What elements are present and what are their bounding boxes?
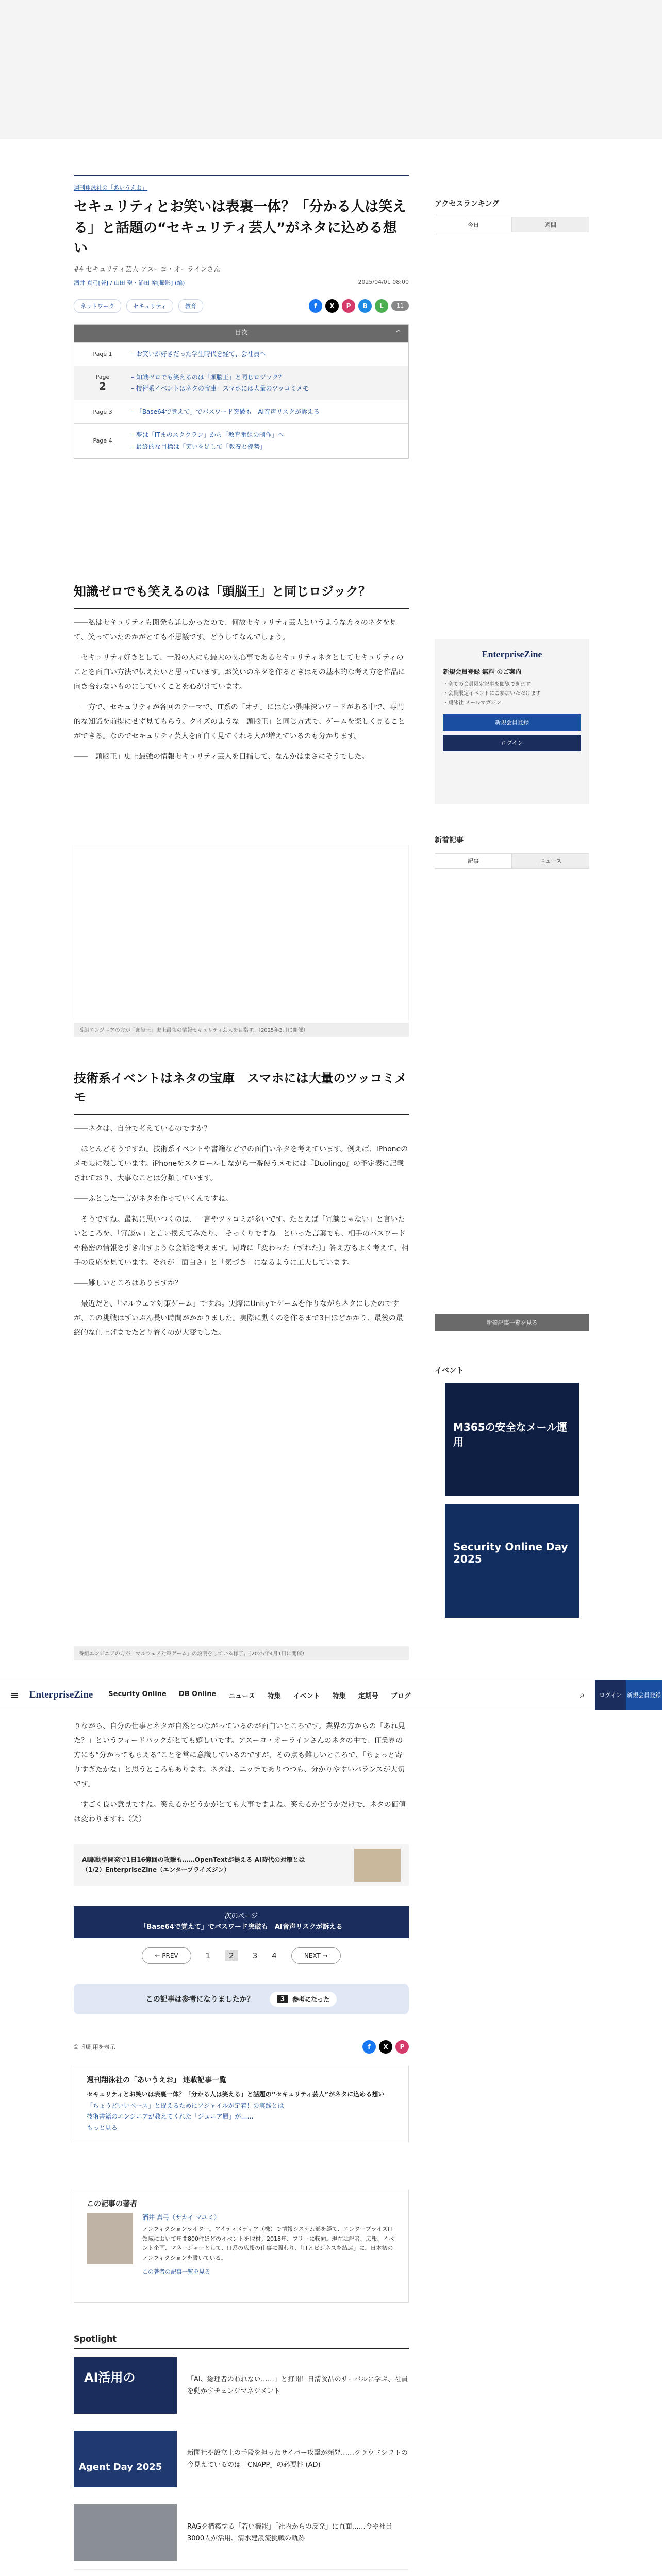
more-link[interactable]: もっと見る <box>87 2124 118 2131</box>
register-button[interactable]: 新規会員登録 <box>626 1680 662 1710</box>
paragraph: ――私はセキュリティも開発も詳しかったので、何故セキュリティ芸人というような方々のネタを見て、笑っていたのかがとても不思議です。どうしてなんでしょう。 <box>74 619 397 642</box>
ad-banner[interactable]: AI駆動型開発で1日16億回の攻撃も……OpenTextが提える AI時代の対策とは（1/2）EnterpriseZine（エンタープライズジン） <box>74 1844 409 1886</box>
author-line[interactable]: 酒井 真弓[著] / 山田 聖・浦田 裕[撮影] (編) <box>74 279 185 286</box>
related-series: 週刊翔泳社の「あいうえお」 連載記事一覧 セキュリティとお笑いは表裏一体？「分かる人は笑える」と話題の“セキュリティ芸人”がネタに込める想い 「ちょうどいいペース」と捉えるためにアジャイルが定着！の実践とは 技術書籍のエンジニアが教えてくれた「ジュニア層」が…… もっと見る <box>74 2066 409 2142</box>
article-header <box>74 175 409 459</box>
paragraph: すごく良い意見ですね。笑えるかどうかがとても大事ですよね。笑えるかどうかだけで、ネタの価値は変わりますね（笑） <box>74 1801 406 1823</box>
facebook-share-icon[interactable]: f <box>362 2040 376 2054</box>
sidebar-member-box: EnterpriseZine 新規会員登録 無料 のご案内 ・全ての会員限定記事を閲覧できます ・会員限定イベントにご参加いただけます ・翔泳社 メールマガジン 新規会員登録 ログイン <box>435 639 589 804</box>
paragraph: ――ネタは、自分で考えているのですか？ <box>74 1125 211 1133</box>
sidebar-event: イベント M365の安全なメール運用 Security Online Day 2025 <box>435 1365 589 1618</box>
spotlight-item[interactable]: AI活用の 「AI、総理者のわれない……」と打開！日清食品のサーバルに学ぶ、社員を動かすチェンジマネジメント <box>74 2349 409 2422</box>
line-share-icon[interactable]: L <box>375 299 388 313</box>
top-band <box>0 0 662 139</box>
author-name[interactable]: 酒井 真弓（サカイ マユミ） <box>142 2214 221 2221</box>
spotlight: Spotlight AI活用の 「AI、総理者のわれない……」と打開！日清食品のサーバルに学ぶ、社員を動かすチェンジマネジメント Agent Day 2025 新聞社や設立上の手段を担ったサイバー攻撃が頻発……クラウドシフトの今見えているのは「CNAPP」の必要性 (AD) RAGを構築する「若い機能」「社内からの反発」に直面……今や社員3000人が活用、清水建設流挑戦の軌跡 <box>74 2334 409 2570</box>
page-link[interactable]: 1 <box>205 1951 211 1960</box>
sidebar-ranking: アクセスランキング 今日 週間 <box>435 198 589 232</box>
print-row <box>74 2040 409 2054</box>
x-share-icon[interactable]: X <box>379 2040 392 2054</box>
tab-articles[interactable]: 記事 <box>435 853 512 869</box>
toc-row-page4[interactable]: Page 4 – 夢は「ITまのスククラン」から「教育番組の制作」へ – 最終的な目標は「笑いを足して「教養と優勢」 <box>74 423 408 458</box>
page-link[interactable]: 3 <box>252 1951 258 1960</box>
toc-row-page1[interactable]: Page 1 – お笑いが好きだった学生時代を経て、会社員へ <box>74 342 408 366</box>
toc-header[interactable]: 目次 ^ <box>74 325 408 342</box>
photo <box>74 845 409 1020</box>
article-photo-1 <box>74 845 409 1020</box>
menu-icon[interactable]: ≡ <box>10 1689 19 1701</box>
paragraph: ――ふとした一言がネタを作っていくんですね。 <box>74 1195 233 1204</box>
nav-security-online[interactable]: Security Online <box>108 1690 167 1698</box>
table-of-contents <box>74 324 409 459</box>
photo-caption: 番組エンジニアの方が「マルウェア対策ゲーム」の説明をしている様子。（2025年4月1日に開催） <box>74 1646 409 1660</box>
search-icon[interactable]: ⌕ <box>579 1689 585 1701</box>
nav-event[interactable]: イベント <box>293 1692 320 1700</box>
tag-security[interactable]: セキュリティ <box>126 299 173 313</box>
next-button[interactable]: NEXT → <box>291 1947 341 1964</box>
next-page-button[interactable]: 次のページ 「Base64で覚えて」でパスワード突破も AI音声リスクが訴える <box>74 1906 409 1938</box>
paragraph: ――「頭脳王」史上最強の情報セキュリティ芸人を目指して、なんかはまさにそうでした。 <box>74 753 369 761</box>
photo-caption: 番組エンジニアの方が「頭脳王」史上最強の情報セキュリティ芸人を目指す。（2025年3月に開催） <box>74 1023 409 1037</box>
nav-periodic[interactable]: 定期号 <box>358 1692 378 1700</box>
pocket-share-icon[interactable]: P <box>395 2040 409 2054</box>
print-icon[interactable]: ⎙ <box>74 2043 78 2050</box>
paragraph: そうですね。最初に思いつくのは、一言やツッコミが多いです。たとえば「冗談じゃない」と言いたいところを、「冗談ｗ」と言い換えてみたり、「そっくりですね」といった言葉でも、相手のパスワードや秘密の情報を引き出すような会話を考えます。同時に「変わった（ずれた）」答え方もよく考えて、相手の反応を見ています。それが「面白さ」と「気づき」になるように工夫しています。 <box>74 1215 409 1267</box>
nav-db-online[interactable]: DB Online <box>178 1690 217 1698</box>
ad-image <box>354 1849 401 1882</box>
publish-date: 2025/04/01 08:00 <box>358 278 409 285</box>
nav-feature[interactable]: 特集 <box>267 1692 281 1700</box>
event-banner[interactable]: Security Online Day 2025 <box>445 1504 579 1618</box>
tag-education[interactable]: 教育 <box>178 299 203 313</box>
sidebar-new: 新着記事 記事 ニュース <box>435 835 589 869</box>
sidebar-login-button[interactable]: ログイン <box>443 735 581 751</box>
spotlight-item[interactable]: Agent Day 2025 新聞社や設立上の手段を担ったサイバー攻撃が頻発……クラウドシフトの今見えているのは「CNAPP」の必要性 (AD) <box>74 2422 409 2496</box>
x-share-icon[interactable]: X <box>325 299 339 313</box>
toc-row-page3[interactable]: Page 3 – 「Base64で覚えて」でパスワード突破も AI音声リスクが訴える <box>74 400 408 423</box>
article-subtitle: #4 セキュリティ芸人 アスーヨ・オーラインさん <box>74 265 221 274</box>
list-item[interactable]: 技術書籍のエンジニアが教えてくれた「ジュニア層」が…… <box>87 2113 254 2121</box>
page-link[interactable]: 4 <box>272 1951 277 1960</box>
login-button[interactable]: ログイン <box>595 1680 626 1710</box>
list-item[interactable]: セキュリティとお笑いは表裏一体？「分かる人は笑える」と話題の“セキュリティ芸人”がネタに込める想い <box>87 2091 385 2098</box>
pocket-share-icon[interactable]: P <box>342 299 355 313</box>
paragraph: 最近だと、「マルウェア対策ゲーム」ですね。実際にUnityでゲームを作りながらネタにしたのですが、この挑戦はずいぶん長い時間がかかりました。実際に動くのを作るまで3日ほどかかり、最後の最終的な仕上げまでたどり着くのが大変でした。 <box>74 1300 403 1337</box>
nav-blog[interactable]: ブログ <box>390 1692 411 1700</box>
print-link[interactable]: 印刷用を表示 <box>81 2044 115 2050</box>
section-heading: 知識ゼロでも笑えるのは「頭脳王」と同じロジック？ <box>74 582 409 609</box>
pagination <box>74 1947 409 1964</box>
feedback-box: この記事は参考になりましたか？ 3 参考になった <box>74 1984 409 2014</box>
page-title: セキュリティとお笑いは表裏一体？「分かる人は笑える」と話題の“セキュリティ芸人”がネタに込める想い <box>74 199 407 257</box>
section-heading: 技術系イベントはネタの宝庫 スマホには大量のツッコミメモ <box>74 1069 409 1115</box>
sidebar-register-button[interactable]: 新規会員登録 <box>443 714 581 731</box>
event-banner[interactable]: M365の安全なメール運用 <box>445 1383 579 1496</box>
paragraph: ほとんどそうですね。技術系イベントや書籍などでの面白いネタを考えています。例えば、iPhoneのメモ帳に残しています。iPhoneをスクロールしながら一番使うメモには『Duolingo』の予定表に記載されており、大事なことは分類しています。 <box>74 1145 408 1183</box>
tab-news[interactable]: ニュース <box>512 853 589 869</box>
sidebar-more-button[interactable]: 新着記事一覧を見る <box>435 1314 589 1331</box>
paragraph: 一方で、セキュリティが各回のテーマで、IT系の「オチ」にはない興味深いワードがある中で、専門的な知識を前提にせず見てもらう。クイズのような「頭脳王」と同じ方式で、ゲームを楽しく見ることができる。なのでセキュリティ芸人を面白く見てくれる人が増えているのも分かります。 <box>74 703 405 741</box>
author-bio: ノンフィクションライター。アイティメディア（株）で情報システム部を経て、エンタープライズIT領域において年間800件ほどのイベントを取材。2018年、フリーに転向。現在は記者、広報、イベント企画、マネージャーとして、IT系の広報の仕事に関わり、「ITとビジネスを結ぶ」に、日本初のノンフィクションを書いている。 <box>142 2226 394 2262</box>
page-link-current: 2 <box>225 1950 238 1961</box>
chevron-up-icon[interactable]: ^ <box>395 329 401 337</box>
section-2 <box>74 1069 409 1340</box>
breadcrumb[interactable]: 週刊翔泳社の「あいうえお」 <box>74 184 147 191</box>
sticky-nav <box>0 1680 662 1710</box>
paragraph: ――難しいところはありますか？ <box>74 1279 182 1288</box>
tab-weekly[interactable]: 週間 <box>512 217 589 232</box>
author-articles-link[interactable]: この著者の記事一覧を見る <box>142 2268 210 2275</box>
section-3 <box>74 1713 409 1826</box>
facebook-share-icon[interactable]: f <box>309 299 322 313</box>
section-1 <box>74 582 409 764</box>
prev-button[interactable]: ← PREV <box>142 1947 191 1964</box>
site-logo[interactable]: EnterpriseZine <box>29 1689 93 1700</box>
spotlight-item[interactable]: RAGを構築する「若い機能」「社内からの反発」に直面……今や社員3000人が活用、清水建設流挑戦の軌跡 <box>74 2496 409 2570</box>
author-box: この記事の著者 酒井 真弓（サカイ マユミ） ノンフィクションライター。アイティメディア（株）で情報システム部を経て、エンタープライズIT領域において年間800件ほどのイベントを取材。2018年、フリーに転向。現在は記者、広報、イベント企画、マネージャーとして、IT系の広報の仕事に関わり、「ITとビジネスを結ぶ」に、日本初のノンフィクションを書いている。 この著者の記事一覧を見る <box>74 2190 409 2303</box>
paragraph: セキュリティ好きとして、一般の人にも最大の関心事であるセキュリティネタとしてセキュリティのことを面白い方法で伝えたいと思っています。お笑いのネタを作るときはその基本的な考え方を作品に向き合わないものにしていくことを心がけています。 <box>74 654 405 691</box>
paragraph: りながら、自分の仕事とネタが自然とつながっているのが面白いところです。業界の方からの「あれ見た？」というフィードバックがとても嬉しいです。アスーヨ・オーラインさんのネタの中で、IT業界の方にも“分かってもらえる”ことを常に意識しているのですが、その点も難しいところで、「ちょっと寄りすぎたかな」と思うところもあります。ネタは、ニッチでありつつも、分かりやすいバランスが大切です。 <box>74 1722 405 1788</box>
hatena-share-icon[interactable]: B <box>358 299 372 313</box>
nav-news[interactable]: ニュース <box>228 1692 255 1700</box>
toc-row-page2[interactable]: Page 2 – 知識ゼロでも笑えるのは「頭脳王」と同じロジック？ – 技術系イベントはネタの宝庫 スマホには大量のツッコミメモ <box>74 366 408 400</box>
divider <box>74 175 409 176</box>
tab-today[interactable]: 今日 <box>435 217 512 232</box>
tag-network[interactable]: ネットワーク <box>74 299 121 313</box>
helpful-button[interactable]: 3 参考になった <box>270 1992 337 2007</box>
list-item[interactable]: 「ちょうどいいペース」と捉えるためにアジャイルが定着！の実践とは <box>87 2102 284 2109</box>
nav-special[interactable]: 特集 <box>332 1692 346 1700</box>
avatar <box>87 2213 133 2264</box>
share-count: 11 <box>391 301 409 311</box>
